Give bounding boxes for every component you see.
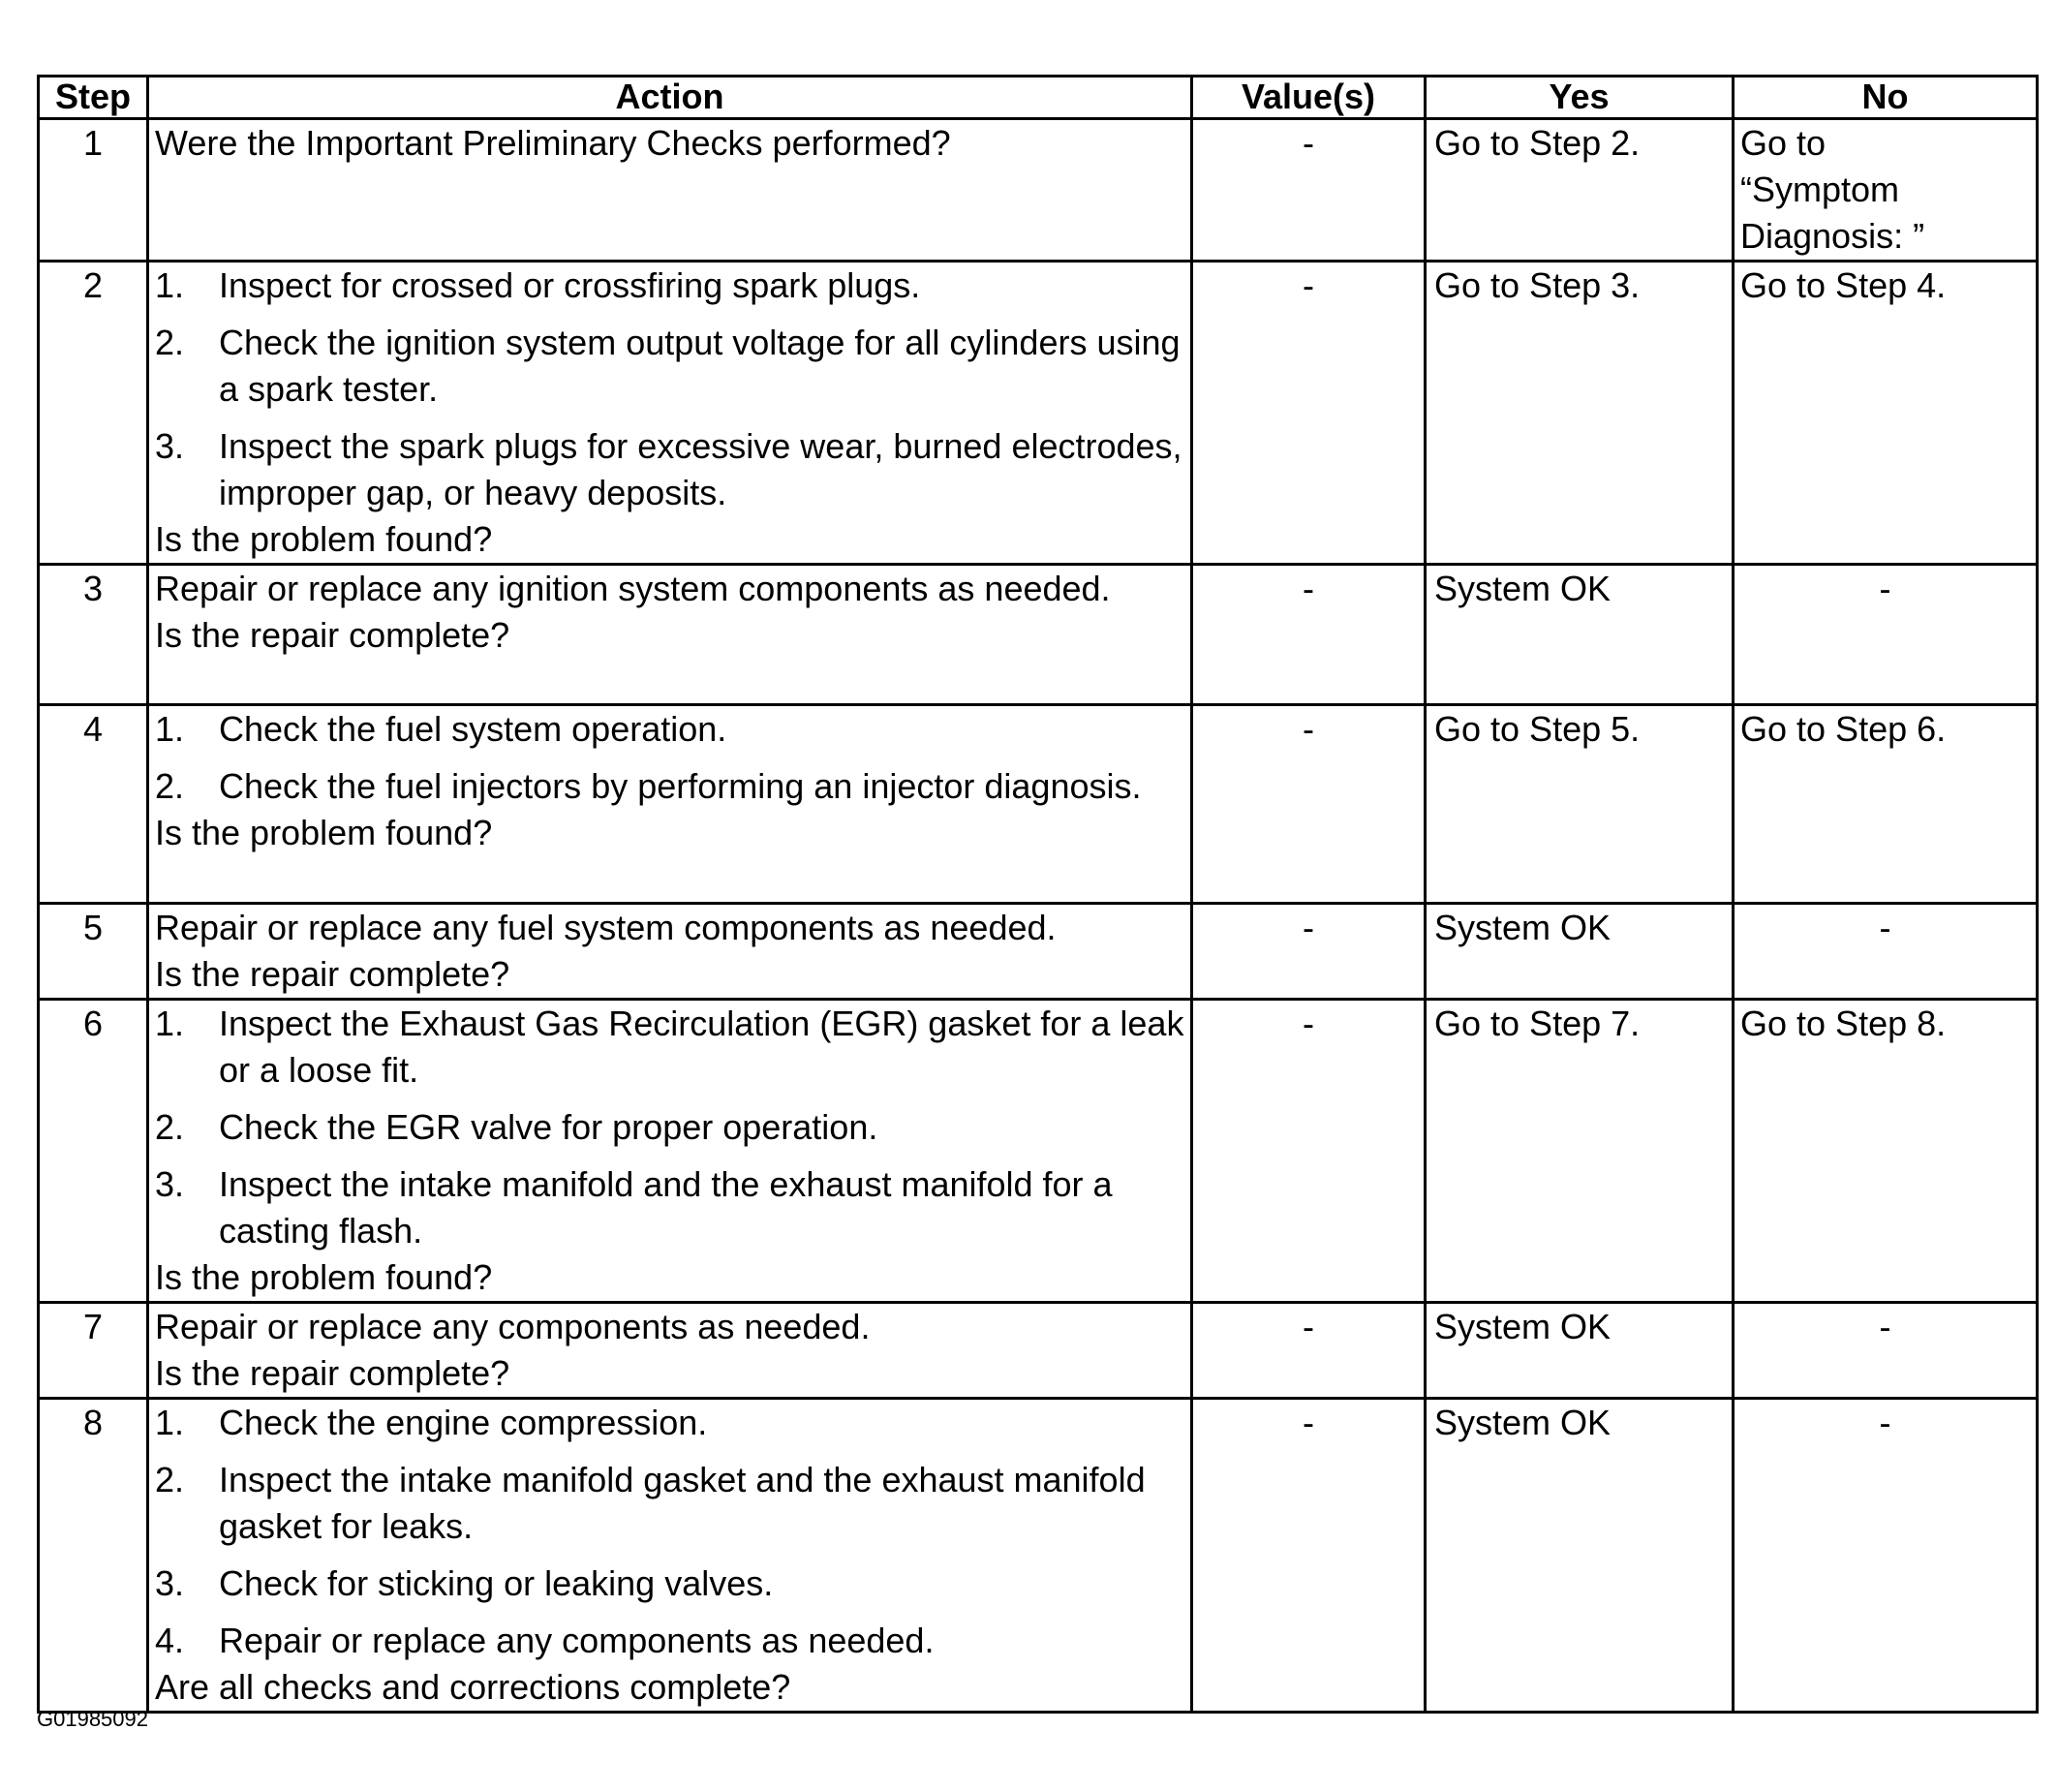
list-item-text: Inspect the spark plugs for excessive wear, burned electrodes, improper gap, or heavy deposits. [219, 426, 1182, 512]
header-step: Step [39, 77, 148, 119]
table-row [39, 262, 2038, 565]
step-cell: 5 [39, 904, 148, 1000]
table-row [39, 1399, 2038, 1713]
action-question: Is the problem found? [155, 519, 493, 559]
step-cell: 7 [39, 1303, 148, 1399]
list-item-text: Inspect the intake manifold gasket and the exhaust manifold gasket for leaks. [219, 1460, 1146, 1546]
list-item [155, 263, 1184, 309]
action-text: Repair or replace any components as needed. [155, 1307, 871, 1346]
action-cell [148, 262, 1192, 565]
list-item-text: Repair or replace any components as needed. [219, 1621, 935, 1660]
action-question: Is the repair complete? [155, 615, 510, 655]
table-row [39, 705, 2038, 904]
list-item-number: 1. [155, 1004, 185, 1043]
figure-id: G01985092 [37, 1707, 148, 1731]
list-item-number: 1. [155, 265, 185, 305]
action-text: Were the Important Preliminary Checks performed? [155, 123, 951, 163]
value-cell: - [1192, 904, 1426, 1000]
yes-cell: System OK [1426, 1399, 1734, 1713]
list-item-number: 4. [155, 1621, 185, 1660]
no-cell: Go to Step 8. [1734, 1000, 2038, 1303]
action-question: Is the repair complete? [155, 1353, 510, 1393]
list-item-text: Inspect for crossed or crossfiring spark plugs. [219, 265, 921, 305]
list-item [155, 1104, 1184, 1151]
list-item [155, 1001, 1184, 1094]
yes-cell: Go to Step 3. [1426, 262, 1734, 565]
list-item [155, 423, 1184, 516]
action-list [155, 1001, 1184, 1254]
no-cell: Go to Step 6. [1734, 705, 2038, 904]
action-question: Is the repair complete? [155, 954, 510, 994]
list-item-text: Check the fuel system operation. [219, 709, 727, 749]
yes-cell: System OK [1426, 1303, 1734, 1399]
value-cell: - [1192, 119, 1426, 262]
yes-cell: Go to Step 2. [1426, 119, 1734, 262]
action-cell [148, 1399, 1192, 1713]
action-list [155, 1400, 1184, 1664]
action-text: Repair or replace any ignition system components as needed. [155, 569, 1111, 608]
action-question: Is the problem found? [155, 813, 493, 852]
list-item [155, 1560, 1184, 1607]
list-item [155, 1161, 1184, 1254]
action-question: Are all checks and corrections complete? [155, 1667, 791, 1707]
list-item-number: 1. [155, 1403, 185, 1442]
step-cell: 1 [39, 119, 148, 262]
action-text: Repair or replace any fuel system components as needed. [155, 908, 1057, 947]
step-cell: 4 [39, 705, 148, 904]
header-row [39, 77, 2038, 119]
list-item [155, 1618, 1184, 1664]
action-cell [148, 119, 1192, 262]
list-item [155, 320, 1184, 413]
step-cell: 6 [39, 1000, 148, 1303]
header-values: Value(s) [1192, 77, 1426, 119]
action-question: Is the problem found? [155, 1257, 493, 1297]
step-cell: 3 [39, 565, 148, 705]
table-body [39, 119, 2038, 1713]
list-item [155, 1457, 1184, 1550]
table-row [39, 1000, 2038, 1303]
list-item-number: 3. [155, 426, 185, 466]
value-cell: - [1192, 1000, 1426, 1303]
action-list [155, 263, 1184, 516]
action-list [155, 706, 1184, 810]
list-item-text: Check the ignition system output voltage for all cylinders using a spark tester. [219, 323, 1181, 409]
no-cell: Go to Step 4. [1734, 262, 2038, 565]
list-item-number: 2. [155, 766, 185, 806]
list-item-number: 1. [155, 709, 185, 749]
yes-cell: Go to Step 7. [1426, 1000, 1734, 1303]
diagnostic-table [37, 75, 2039, 1714]
list-item-number: 2. [155, 323, 185, 362]
no-cell: Go to “Symptom Diagnosis: ” [1734, 119, 2038, 262]
header-action: Action [148, 77, 1192, 119]
action-cell [148, 565, 1192, 705]
no-cell: - [1734, 565, 2038, 705]
list-item-number: 3. [155, 1164, 185, 1204]
value-cell: - [1192, 262, 1426, 565]
step-cell: 8 [39, 1399, 148, 1713]
table-row [39, 1303, 2038, 1399]
no-cell: - [1734, 904, 2038, 1000]
list-item-text: Check the EGR valve for proper operation. [219, 1107, 878, 1147]
list-item [155, 706, 1184, 753]
yes-cell: System OK [1426, 565, 1734, 705]
list-item-text: Inspect the Exhaust Gas Recirculation (EGR) gasket for a leak or a loose fit. [219, 1004, 1184, 1090]
table-header [39, 77, 2038, 119]
step-cell: 2 [39, 262, 148, 565]
table-row [39, 904, 2038, 1000]
yes-cell: System OK [1426, 904, 1734, 1000]
yes-cell: Go to Step 5. [1426, 705, 1734, 904]
table-row [39, 565, 2038, 705]
table-row [39, 119, 2038, 262]
value-cell: - [1192, 565, 1426, 705]
list-item [155, 763, 1184, 810]
header-no: No [1734, 77, 2038, 119]
action-cell [148, 705, 1192, 904]
list-item-number: 2. [155, 1460, 185, 1499]
list-item-text: Check the fuel injectors by performing an injector diagnosis. [219, 766, 1142, 806]
list-item-number: 3. [155, 1563, 185, 1603]
list-item-number: 2. [155, 1107, 185, 1147]
header-yes: Yes [1426, 77, 1734, 119]
value-cell: - [1192, 1303, 1426, 1399]
no-cell: - [1734, 1303, 2038, 1399]
action-cell [148, 904, 1192, 1000]
list-item-text: Check the engine compression. [219, 1403, 708, 1442]
value-cell: - [1192, 705, 1426, 904]
action-cell [148, 1303, 1192, 1399]
action-cell [148, 1000, 1192, 1303]
list-item [155, 1400, 1184, 1446]
value-cell: - [1192, 1399, 1426, 1713]
list-item-text: Check for sticking or leaking valves. [219, 1563, 774, 1603]
no-cell: - [1734, 1399, 2038, 1713]
list-item-text: Inspect the intake manifold and the exhaust manifold for a casting flash. [219, 1164, 1113, 1251]
